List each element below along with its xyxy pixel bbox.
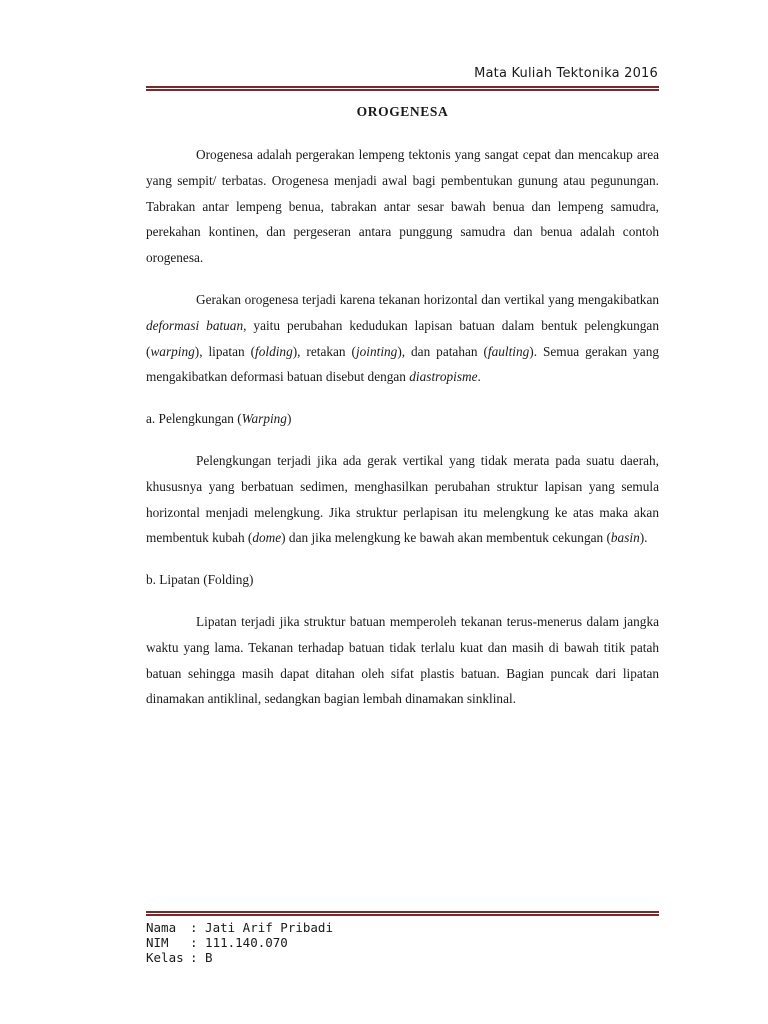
page-title: OROGENESA — [356, 104, 449, 119]
text-span: ). Semua gerakan yang mengakibatkan deformasi batuan disebut dengan — [146, 343, 660, 385]
header-course-title: Mata Kuliah Tektonika 2016 — [474, 66, 658, 81]
italic-term: faulting — [487, 343, 530, 359]
text-span: ) dan jika melengkung ke bawah akan membentuk cekungan ( — [281, 530, 611, 546]
text-span: ), dan patahan ( — [397, 343, 488, 359]
italic-term: deformasi batuan — [146, 317, 244, 333]
footer-value: : Jati Arif Pribadi — [190, 920, 333, 935]
text-span: Pelengkungan terjadi jika ada gerak vertikal yang tidak merata pada suatu daerah, khususnya yang berbatuan sedimen, menghasilkan perubahan struktur lapisan yang semula horizontal menjadi melengkung. Jika struktur perlapisan itu melengkung ke atas maka akan membentuk kubah ( — [146, 452, 659, 546]
text-span: a. Pelengkungan ( — [146, 411, 242, 427]
footer-row-name — [146, 920, 333, 935]
header-divider — [146, 86, 659, 91]
section-b-heading: b. Lipatan (Folding) — [146, 572, 254, 588]
paragraph-warping — [146, 448, 659, 551]
footer-divider — [146, 911, 659, 916]
italic-term: warping — [150, 343, 195, 359]
text-span: ), lipatan ( — [194, 343, 256, 359]
italic-term: dome — [252, 530, 282, 546]
italic-term: jointing — [355, 343, 398, 359]
text-span: ) — [286, 411, 292, 427]
footer-label: Kelas — [146, 950, 184, 965]
text-span: Gerakan orogenesa terjadi karena tekanan horizontal dan vertikal yang mengakibatkan — [196, 291, 659, 307]
paragraph-intro: Orogenesa adalah pergerakan lempeng tektonis yang sangat cepat dan mencakup area yang sempit/ terbatas. Orogenesa menjadi awal bagi pembentukan gunung atau pegunungan. Tabrakan antar lempeng benua, tabrakan antar sesar bawah benua dan lempeng samudra, perekahan kontinen, dan pergeseran antara punggung samudra dan benua adalah contoh orogenesa. — [146, 147, 659, 266]
italic-term: Warping — [241, 411, 287, 427]
paragraph-folding: Lipatan terjadi jika struktur batuan memperoleh tekanan terus-menerus dalam jangka waktu yang lama. Tekanan terhadap batuan tidak terlalu kuat dan masih di bawah titik patah batuan sehingga masih dapat ditahan oleh sifat plastis batuan. Bagian puncak dari lipatan dinamakan antiklinal, sedangkan bagian lembah dinamakan sinklinal. — [146, 613, 659, 707]
footer-label: Nama — [146, 920, 177, 935]
text-span: ), retakan ( — [292, 343, 356, 359]
student-info — [146, 920, 333, 965]
text-span: ). — [639, 530, 648, 546]
footer-row-nim — [146, 935, 333, 950]
footer-value: : 111.140.070 — [190, 935, 288, 950]
section-a-heading — [146, 406, 659, 432]
text-span: . — [477, 369, 481, 385]
document-body — [146, 142, 659, 712]
paragraph-orogenesis-movement — [146, 287, 659, 390]
italic-term: folding — [255, 343, 293, 359]
footer-value: : B — [190, 950, 213, 965]
italic-term: diastropisme — [409, 369, 478, 385]
italic-term: basin — [610, 530, 640, 546]
footer-row-class — [146, 950, 333, 965]
footer-label: NIM — [146, 935, 169, 950]
text-span: , yaitu perubahan kedudukan lapisan batuan dalam bentuk pelengkungan ( — [146, 317, 659, 359]
